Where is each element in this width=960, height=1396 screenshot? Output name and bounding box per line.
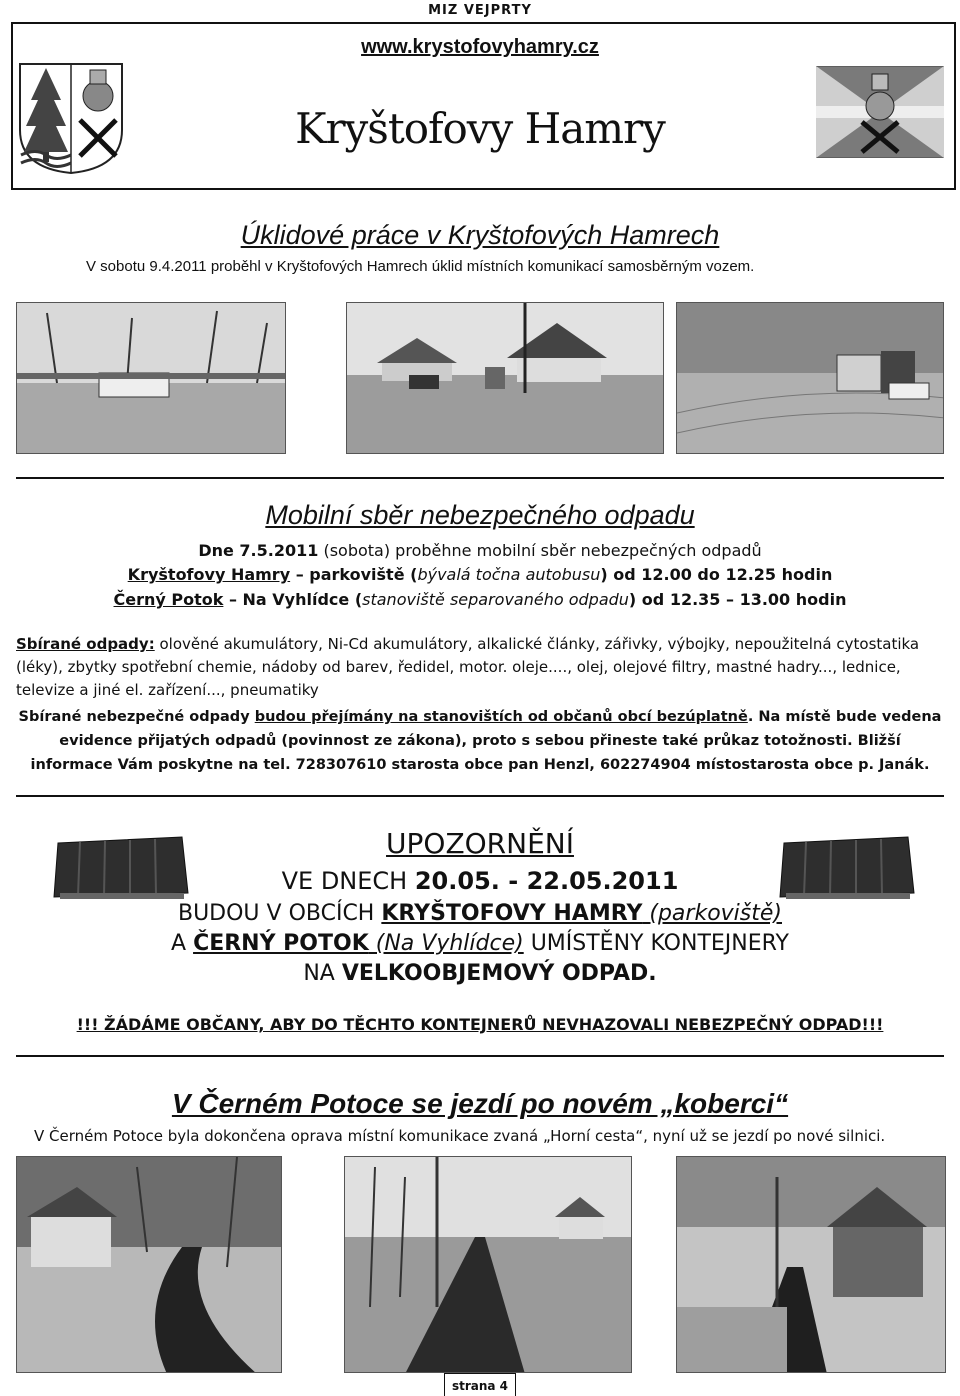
notice-warning: !!! ŽÁDÁME OBČANY, ABY DO TĚCHTO KONTEJNERŮ NEVHAZOVALI NEBEZPEČNÝ ODPAD!!! [76, 1015, 884, 1034]
cleanup-heading: Úklidové práce v Kryštofových Hamrech [240, 220, 720, 250]
stop-2-place: Černý Potok [113, 590, 224, 609]
stop-1-note: bývalá točna autobusu [417, 565, 601, 584]
section-divider [16, 1055, 944, 1057]
stop-1-sep: – parkoviště ( [290, 565, 418, 584]
page-number: strana 4 [444, 1373, 516, 1396]
notice-dates [0, 866, 960, 896]
hazard-note [16, 705, 944, 777]
website-url[interactable]: www.krystofovyhamry.cz [361, 36, 599, 58]
hazard-heading: Mobilní sběr nebezpečného odpadu [265, 500, 695, 530]
notice-line-purpose [0, 959, 960, 989]
notice-line-villages [0, 899, 960, 929]
photo-new-road-1 [16, 1156, 282, 1373]
photo-new-road-3 [676, 1156, 946, 1373]
section-divider [16, 795, 944, 797]
photo-new-road-2 [344, 1156, 632, 1373]
notice-l3-end: UMÍSTĚNY KONTEJNERY [523, 931, 789, 956]
road-text: V Černém Potoce byla dokončena oprava místní komunikace zvaná „Horní cesta“, nyní už se jezdí po nové silnici. [34, 1127, 886, 1145]
stop-2-time: ) od 12.35 – 13.00 hodin [628, 590, 847, 609]
notice-l3-text: A [171, 931, 194, 956]
municipality-title: Kryštofovy Hamry [295, 104, 665, 153]
notice-village-2-spot: (Na Vyhlídce) [368, 931, 524, 956]
photo-container-area [676, 302, 944, 454]
collected-label: Sbírané odpady: [16, 635, 155, 653]
newsletter-header: MIZ VEJPRTY [428, 3, 532, 18]
notice-line-village-2 [0, 929, 960, 959]
notice-village-2: ČERNÝ POTOK [193, 931, 369, 956]
notice-l2-text: BUDOU V OBCÍCH [177, 901, 382, 926]
collected-waste-list [16, 633, 946, 702]
photo-village-road [346, 302, 664, 454]
notice-l4-text: NA [303, 961, 342, 986]
cleanup-text: V sobotu 9.4.2011 proběhl v Kryštofových Hamrech úklid místních komunikací samosběrným vozem. [86, 258, 755, 275]
notice-purpose: VELKOOBJEMOVÝ ODPAD. [341, 961, 657, 986]
notice-village-1-spot: (parkoviště) [642, 901, 782, 926]
stop-2-note: stanoviště separovaného odpadu [362, 590, 629, 609]
section-divider [16, 477, 944, 479]
notice-dates-label: VE DNECH [281, 867, 415, 895]
photo-street-sweeper [16, 302, 286, 454]
hazard-date-text: (sobota) proběhne mobilní sběr nebezpečných odpadů [318, 541, 762, 560]
notice-village-1: KRYŠTOFOVY HAMRY [381, 901, 643, 926]
stop-2-sep: – Na Vyhlídce ( [223, 590, 363, 609]
hazard-stop-2 [0, 590, 960, 609]
stop-1-place: Kryštofovy Hamry [127, 565, 291, 584]
hazard-date-line [0, 541, 960, 560]
hazard-stop-1 [0, 565, 960, 584]
note-contact: . Na místě bude vedena evidence přijatých odpadů (povinnost ze zákona), proto s sebou přineste také průkaz totožnosti. Bližší informace Vám poskytne na tel. 728307610 starosta obce pan Henzl, 602274904 místostarosta obce p. Janák. [30, 709, 942, 773]
notice-dates-value: 20.05. - 22.05.2011 [414, 867, 679, 895]
stop-1-time: ) od 12.00 do 12.25 hodin [600, 565, 833, 584]
note-free-of-charge: budou přejímány na stanovištích od občanů obcí bezúplatně [254, 709, 748, 725]
hazard-date: Dne 7.5.2011 [198, 541, 319, 560]
note-intro: Sbírané nebezpečné odpady [18, 709, 255, 725]
road-heading: V Černém Potoce se jezdí po novém „koberci“ [171, 1088, 789, 1119]
collected-items: olověné akumulátory, Ni-Cd akumulátory, alkalické články, zářivky, výbojky, nepoužitelná cytostatika (léky), zbytky spotřební chemie, nádoby od barev, ředidel, motor. oleje...., olej, olejové filtry, mastné hadry..., lednice, televize a jiné el. zařízení..., pneumatiky [16, 635, 920, 699]
notice-heading: UPOZORNĚNÍ [386, 827, 574, 860]
